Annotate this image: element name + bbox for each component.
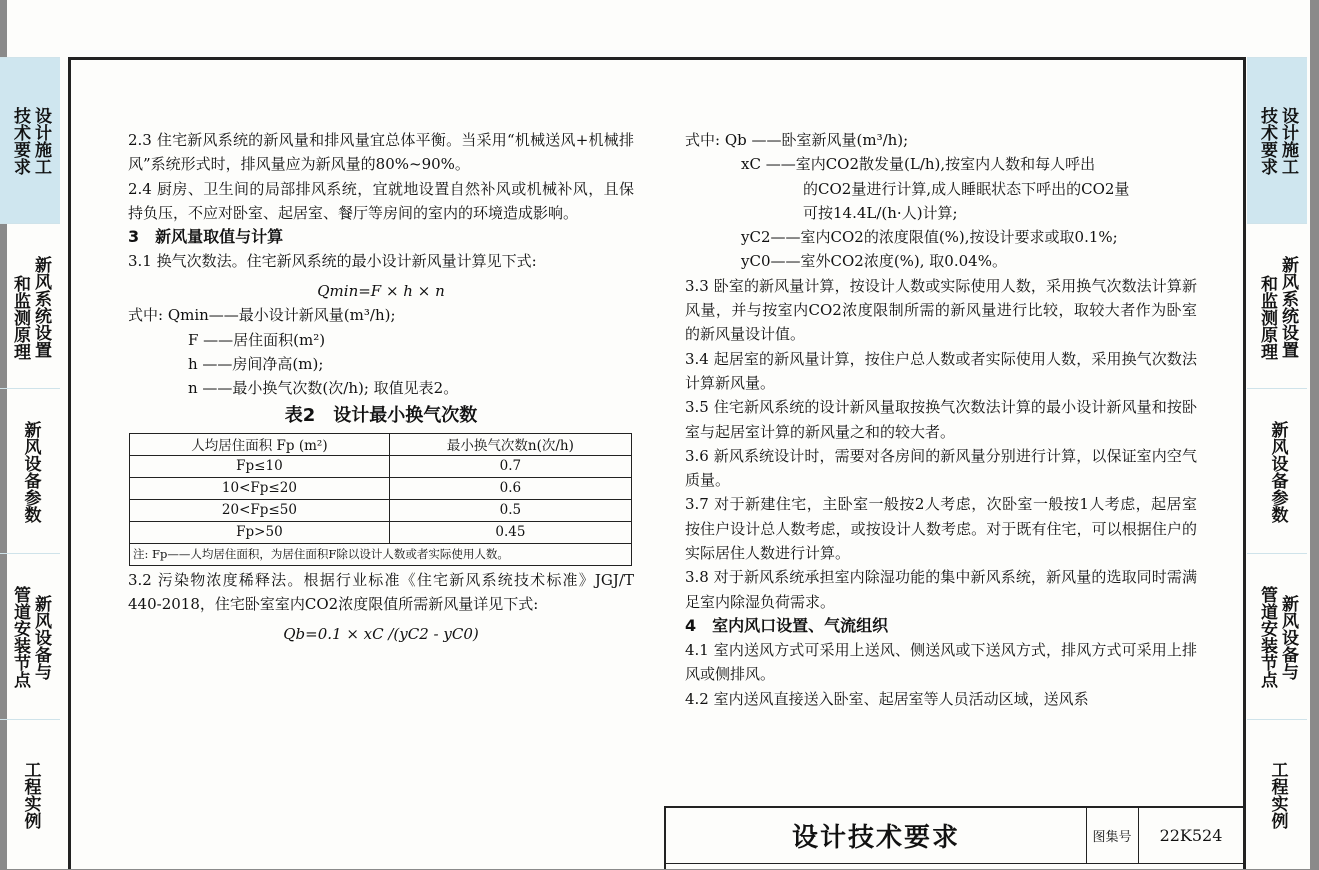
clause-3-6: 3.6 新风系统设计时，需要对各房间的新风量分别进行计算，以保证室内空气质量。 <box>685 446 1197 490</box>
definition-line: 式中: Qb ——卧室新风量(m³/h); <box>685 131 909 149</box>
table-header-cell: 最小换气次数n(次/h) <box>389 433 631 455</box>
clause-4-1: 4.1 室内送风方式可采用上送风、侧送风或下送风方式，排风方式可采用上排风或侧排风。 <box>685 640 1197 684</box>
tab-pipe-installation[interactable] <box>1247 553 1307 720</box>
formula-qb-definitions <box>685 128 1197 274</box>
tab-label: 新风系统设置 <box>1278 255 1298 358</box>
table-header-row <box>130 433 632 455</box>
table-2 <box>129 433 632 566</box>
clause-3-3: 3.3 卧室的新风量计算，按设计人数或实际使用人数，采用换气次数法计算新风量，并与按室内CO2浓度限制所需的新风量进行比较，取较大者作为卧室的新风量设计值。 <box>685 276 1197 344</box>
definition-line: 式中: Qmin——最小设计新风量(m³/h); <box>128 306 396 325</box>
tab-design-construction[interactable] <box>1247 57 1307 224</box>
tab-label: 技术要求 <box>10 107 30 175</box>
tab-label: 新风设备参数 <box>20 420 41 523</box>
formula-qb: Qb=0.1 × xC /(yC2 - yC0) <box>283 625 479 644</box>
atlas-number: 22K524 <box>1159 826 1223 845</box>
definition-line: h ——房间净高(m); <box>188 355 324 374</box>
definition-line: 可按14.4L/(h·人)计算; <box>803 203 958 222</box>
definition-line: yC2——室内CO2的浓度限值(%),按设计要求或取0.1%; <box>741 228 1118 247</box>
table-header-cell: 人均居住面积 Fp (m²) <box>130 433 390 455</box>
table-cell: 0.7 <box>389 455 631 477</box>
definition-line: n ——最小换气次数(次/h); 取值见表2。 <box>188 379 459 398</box>
table-note: 注: Fp——人均居住面积，为居住面积F除以设计人数或者实际使用人数。 <box>130 543 632 565</box>
table-2-caption: 表2 设计最小换气次数 <box>284 404 478 426</box>
tab-label: 设计施工 <box>31 107 51 175</box>
table-cell: Fp>50 <box>130 521 390 543</box>
table-note-row <box>130 543 632 565</box>
table-cell: 10<Fp≤20 <box>130 477 390 499</box>
tab-pipe-installation[interactable] <box>0 553 60 720</box>
definition-line: F ——居住面积(m²) <box>188 330 326 349</box>
definition-line: 的CO2量进行计算,成人睡眠状态下呼出的CO2量 <box>803 179 1130 198</box>
table-row <box>130 477 632 499</box>
tab-label: 管道安装节点 <box>1257 586 1277 688</box>
table-cell: 0.45 <box>389 521 631 543</box>
clause-3-7: 3.7 对于新建住宅，主卧室一般按2人考虑，次卧室一般按1人考虑，起居室按住户设计总人数考虑，或按设计人数考虑。对于既有住宅，可以根据住户的实际居住人数进行计算。 <box>685 495 1197 563</box>
clause-2-4: 2.4 厨房、卫生间的局部排风系统，宜就地设置自然补风或机械补风，且保持负压，不应对卧室、起居室、餐厅等房间的室内的环境造成影响。 <box>128 179 634 222</box>
tab-engineering-examples[interactable] <box>0 719 60 870</box>
tab-label: 工程实例 <box>20 761 41 829</box>
formula-qmin: Qmin=F × h × n <box>317 282 445 301</box>
section-3-heading: 3 新风量取值与计算 <box>128 227 284 247</box>
tab-label: 新风设备与 <box>31 594 51 680</box>
table-cell: 0.5 <box>389 499 631 521</box>
clause-4-2: 4.2 室内送风直接送入卧室、起居室等人员活动区域，送风系 <box>685 689 1089 708</box>
table-cell: 20<Fp≤50 <box>130 499 390 521</box>
clause-2-3: 2.3 住宅新风系统的新风量和排风量宜总体平衡。当采用“机械送风+机械排风”系统形式时，排风量应为新风量的80%~90%。 <box>128 131 634 174</box>
clause-3-4: 3.4 起居室的新风量计算，按住户总人数或者实际使用人数，采用换气次数法计算新风量。 <box>685 349 1197 392</box>
table-cell: 0.6 <box>389 477 631 499</box>
tab-fresh-air-system[interactable] <box>1247 223 1307 389</box>
table-cell: Fp≤10 <box>130 455 390 477</box>
left-column <box>128 128 634 646</box>
right-column <box>685 128 1197 711</box>
tab-label: 新风设备与 <box>1278 594 1298 680</box>
table-row <box>130 499 632 521</box>
table-row <box>130 521 632 543</box>
clause-3-8: 3.8 对于新风系统承担室内除湿功能的集中新风系统，新风量的选取同时需满足室内除湿负荷需求。 <box>685 568 1197 611</box>
tab-label: 设计施工 <box>1278 107 1298 175</box>
clause-3-1: 3.1 换气次数法。住宅新风系统的最小设计新风量计算见下式: <box>128 252 537 271</box>
definition-line: xC ——室内CO2散发量(L/h),按室内人数和每人呼出 <box>741 155 1096 174</box>
atlas-number-label: 图集号 <box>1086 808 1139 863</box>
tab-equipment-params[interactable] <box>0 388 60 554</box>
tab-label: 管道安装节点 <box>10 586 30 688</box>
tab-label: 新风设备参数 <box>1267 420 1288 523</box>
tab-label: 和监测原理 <box>1257 275 1277 360</box>
definition-line: yC0——室外CO2浓度(%), 取0.04%。 <box>741 252 1007 271</box>
tab-label: 新风系统设置 <box>31 255 51 358</box>
title-block <box>664 806 1246 869</box>
tab-engineering-examples[interactable] <box>1247 719 1307 870</box>
tab-label: 技术要求 <box>1257 107 1277 175</box>
tab-design-construction[interactable] <box>0 57 60 224</box>
clause-3-2: 3.2 污染物浓度稀释法。根据行业标准《住宅新风系统技术标准》JGJ/T 440-2018，住宅卧室室内CO2浓度限值所需新风量详见下式: <box>128 570 634 613</box>
tab-fresh-air-system[interactable] <box>0 223 60 389</box>
tab-label: 和监测原理 <box>10 275 30 360</box>
title-block-divider <box>666 863 1244 864</box>
section-4-heading: 4 室内风口设置、气流组织 <box>685 615 889 635</box>
sheet-title: 设计技术要求 <box>666 808 1087 863</box>
tab-label: 工程实例 <box>1267 761 1288 829</box>
clause-3-5: 3.5 住宅新风系统的设计新风量取按换气次数法计算的最小设计新风量和按卧室与起居室计算的新风量之和的较大者。 <box>685 398 1197 441</box>
formula-qmin-definitions <box>128 303 634 400</box>
table-row <box>130 455 632 477</box>
tab-equipment-params[interactable] <box>1247 388 1307 554</box>
